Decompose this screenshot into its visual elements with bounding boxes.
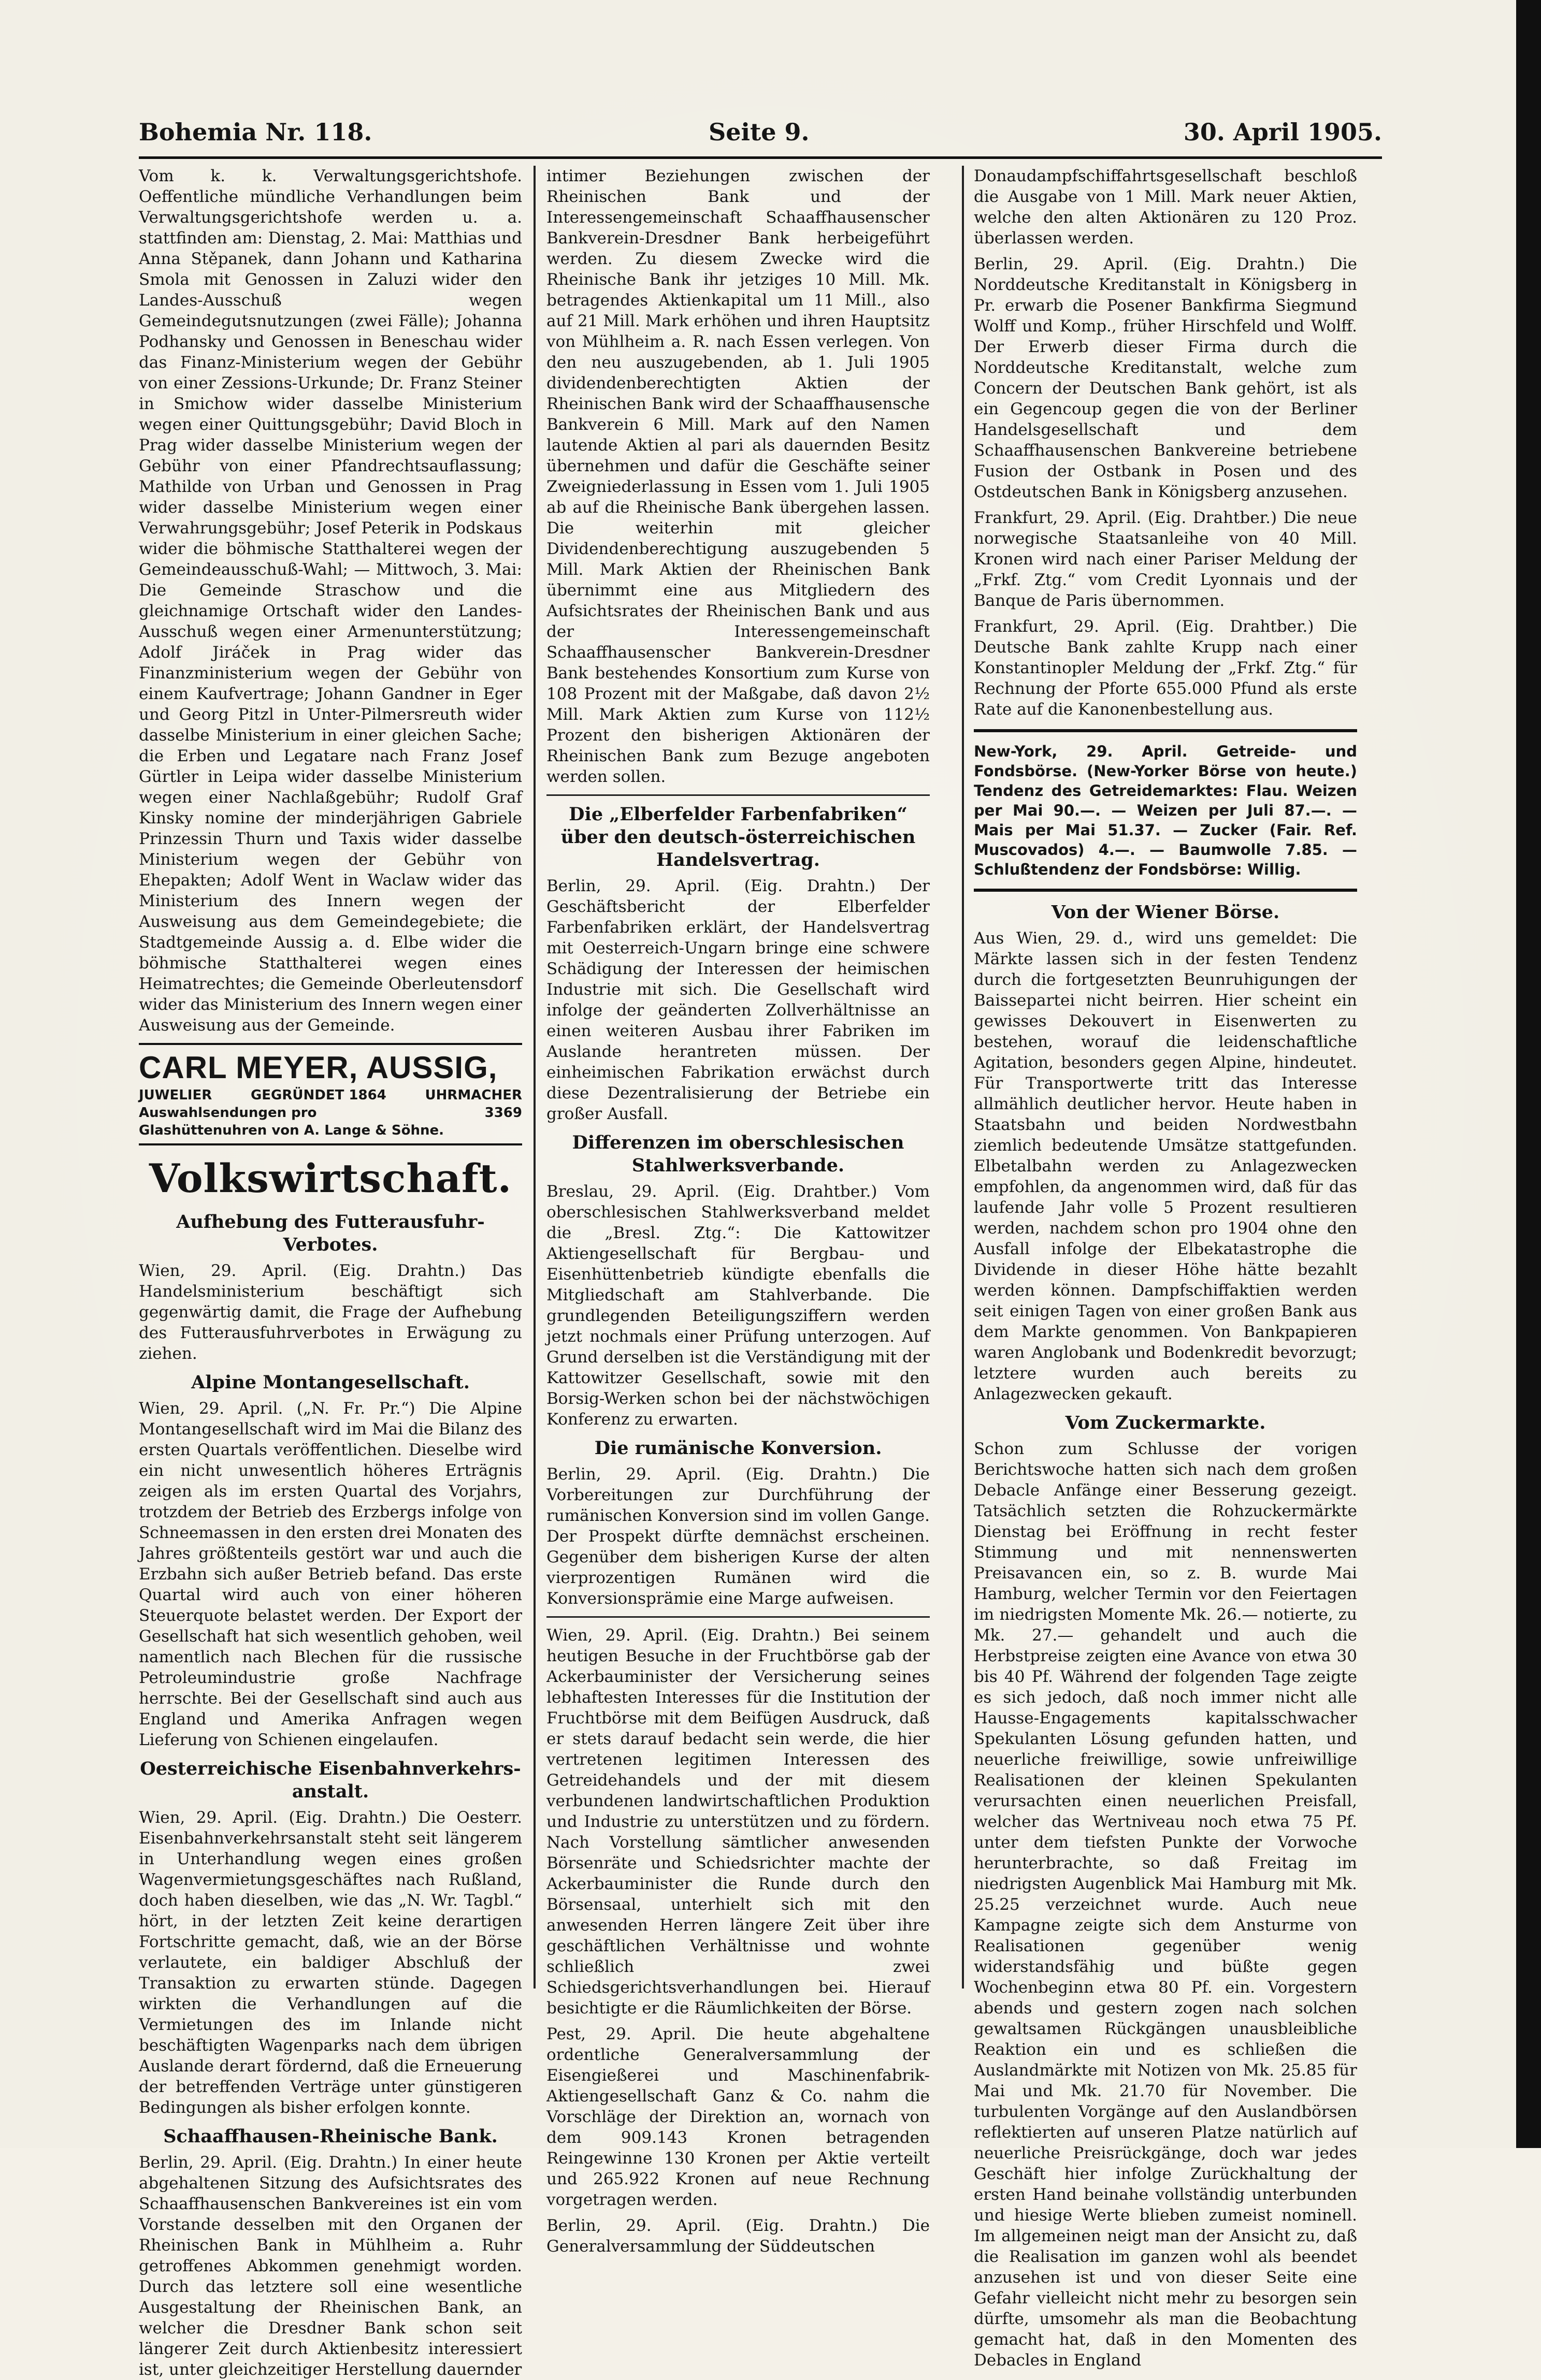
ad-founded: GEGRÜNDET 1864 <box>250 1087 386 1103</box>
divider <box>546 794 930 796</box>
article-schaaffhausen-cont: intimer Beziehungen zwischen der Rheinischen Bank und der Interessengemeinschaft Schaaffhausenscher Bankverein-Dresdner Bank herbeigeführt werden. Zu diesem Zwecke wird die Rheinische Bank ihr jetziges 10 Mill. Mk. betragendes Aktienkapital um 11 Mill., also auf 21 Mill. Mark erhöhen und ihren Hauptsitz von Mühlheim a. R. nach Essen verlegen. Von den neu auszugebenden, ab 1. Juli 1905 dividendenberechtigten Aktien der Rheinischen Bank wird der Schaaffhausensche Bankverein 6 Mill. Mark auf den Namen lautende Aktien al pari als dauernden Besitz übernehmen und dafür die Geschäfte seiner Zweigniederlassung in Essen vom 1. Juli 1905 ab auf die Rheinische Bank übergehen lassen. Die weiterhin mit gleicher Dividendenberechtigung auszugebenden 5 Mill. Mark Aktien der Rheinischen Bank übernimmt eine aus Mitgliedern des Aufsichtsrates der Rheinischen Bank und aus der Interessengemeinschaft Schaaffhausenscher Bankverein-Dresdner Bank bestehendes Konsortium zum Kurse von 108 Prozent mit der Maßgabe, daß davon 2½ Mill. Mark Aktien zum Kurse von 112½ Prozent den bisherigen Aktionären der Rheinischen Bank zum Bezuge angeboten werden sollen. <box>546 167 930 786</box>
article-alpine: Wien, 29. April. („N. Fr. Pr.“) Die Alpine Montangesellschaft wird im Mai die Bilanz des ersten Quartals veröffentlichen. Dieselbe wird ein nicht unwesentlich höheres Erträgnis zeigen als im ersten Quartal des Vorjahrs, trotzdem der Betrieb des Erzbergs infolge von Schneemassen in den ersten drei Monaten des Jahres größtenteils gestört war und auch die Erzbahn sich außer Betrieb befand. Das erste Quartal wird auch von einer höheren Steuerquote belastet werden. Der Export der Gesellschaft hat sich wesentlich gehoben, weil namentlich nach Blechen für die russische Petroleumindustrie große Nachfrage herrschte. Bei der Gesellschaft sind auch aus England und Amerika Anfragen wegen Lieferung von Schienen eingelaufen. <box>139 1399 522 1749</box>
article-newyork: New-York, 29. April. Getreide- und Fondsbörse. (New-Yorker Börse von heute.) Tendenz des Getreidemarktes: Flau. Weizen per Mai 90.—. — Weizen per Juli 87.—. — Mais per Mai 51.37. — Zucker (Fair. Ref. Muscovados) 4.—. — Baumwolle 7.85. — Schlußtendenz der Fondsbörse: Willig. <box>974 743 1357 878</box>
column-rule <box>962 166 964 1989</box>
page-header <box>139 118 1382 154</box>
carl-meyer-advertisement <box>139 1043 522 1145</box>
ad-company-name: CARL MEYER, AUSSIG, <box>139 1050 498 1085</box>
page-number: Seite 9. <box>709 118 810 146</box>
headline-rumaenisch: Die rumänische Konversion. <box>594 1438 882 1459</box>
issue-date: 30. April 1905. <box>1183 118 1382 146</box>
header-rule <box>139 156 1382 159</box>
article-fruchtboerse: Wien, 29. April. (Eig. Drahtn.) Bei seinem heutigen Besuche in der Fruchtbörse gab der Ackerbauminister der Versicherung seines lebhaftesten Interesses für die Institution der Fruchtbörse mit dem Beifügen Ausdruck, daß er stets darauf bedacht sein werde, die hier vertretenen legitimen Interessen des Getreidehandels und der mit diesem verbundenen landwirtschaftlichen Produktion und Industrie zu unterstützen und zu fördern. Nach Vorstellung sämtlicher anwesenden Börsenräte und Schiedsrichter machte der Ackerbauminister die Runde durch den Börsensaal, unterhielt sich mit den anwesenden Herren längere Zeit über ihre geschäftlichen Verhältnisse und wohnte schließlich zwei Schiedsgerichtsverhandlungen bei. Hierauf besichtigte er die Räumlichkeiten der Börse. <box>546 1626 930 2018</box>
section-title: Volkswirtschaft. <box>149 1155 512 1201</box>
column-rule <box>534 166 536 1989</box>
article-frankfurt-2: Frankfurt, 29. April. (Eig. Drahtber.) Die Deutsche Bank zahlte Krupp nach einer Konstantinopler Meldung der „Frkf. Ztg.“ für Rechnung der Pforte 655.000 Pfund als erste Rate auf die Kanonenbestellung aus. <box>974 617 1357 719</box>
divider <box>974 889 1357 892</box>
divider <box>974 729 1357 732</box>
ad-trade-right: UHRMACHER <box>425 1087 522 1103</box>
divider <box>546 1616 930 1618</box>
article-norddeutsche: Berlin, 29. April. (Eig. Drahtn.) Die Norddeutsche Kreditanstalt in Königsberg in Pr. erwarb die Posener Bankfirma Siegmund Wolff und Komp., früher Hirschfeld und Wolff. Der Erwerb dieser Firma durch die Norddeutsche Kreditanstalt, welche zum Concern der Deutschen Bank gehört, ist als ein Gegencoup gegen die von der Berliner Handelsgesellschaft und dem Schaaffhausenschen Bankvereine betriebene Fusion der Ostbank in Posen und des Ostdeutschen Bank in Königsberg anzusehen. <box>974 255 1357 501</box>
column-1 <box>139 166 522 2379</box>
headline-elberfeld: Die „Elberfelder Farbenfabriken“ über den deutsch-österreichischen Handelsvertrag. <box>560 804 916 870</box>
verwaltung-article: Vom k. k. Verwaltungsgerichtshofe. Oeffentliche mündliche Verhandlungen beim Verwaltungsgerichtshofe werden u. a. stattfinden am: Dienstag, 2. Mai: Matthias und Anna Stěpanek, dann Johann und Katharina Smola mit Genossen in Zaluzi wider den Landes-Ausschuß wegen Gemeindegutsnutzungen (zwei Fälle); Johanna Podhansky und Genossen in Beneschau wider das Finanz-Ministerium wegen der Gebühr von einer Zessions-Urkunde; Dr. Franz Steiner in Smichow wider dasselbe Ministerium wegen einer Quittungsgebühr; David Bloch in Prag wider dasselbe Ministerium wegen der Gebühr von einer Pfandrechtsauflassung; Mathilde von Urban und Genossen in Prag wider dasselbe Ministerium wegen einer Verwahrungsgebühr; Josef Peterik in Podskaus wider die böhmische Statthalterei wegen der Gemeindeausschuß-Wahl; — Mittwoch, 3. Mai: Die Gemeinde Straschow und die gleichnamige Ortschaft wider den Landes-Ausschuß wegen einer Armenunterstützung; Adolf Jiráček in Prag wider das Finanzministerium wegen der Gebühr von einem Kaufvertrage; Johann Gandner in Eger und Georg Pitzl in Unter-Pilmersreuth wider dasselbe Ministerium in einer gleichen Sache; die Erben und Legatare nach Franz Josef Gürtler in Leipa wider dasselbe Ministerium wegen einer Nachlaßgebühr; Rudolf Graf Kinsky nomine der minderjährigen Gabriele Prinzessin Thurn und Taxis wider dasselbe Ministerium wegen der Gebühr von Ehepakten; Adolf Went in Waclaw wider das Ministerium des Innern wegen der Ausweisung aus dem Gemeindegebiete; die Stadtgemeinde Aussig a. d. Elbe wider die böhmische Statthalterei wegen eines Heimatrechtes; die Gemeinde Oberleutensdorf wider das Ministerium des Innern wegen einer Ausweisung aus der Gemeinde. <box>139 167 522 1035</box>
headline-alpine: Alpine Montangesellschaft. <box>191 1372 470 1393</box>
ad-shipping-row <box>139 1104 522 1122</box>
column-2 <box>546 166 930 2256</box>
column-3 <box>974 166 1357 2370</box>
article-berlin-sueddeutsche: Berlin, 29. April. (Eig. Drahtn.) Die Generalversammlung der Süddeutschen <box>546 2216 930 2256</box>
article-donau: Donaudampfschiffahrtsgesellschaft beschloß die Ausgabe von 1 Mill. Mark neuer Aktien, welche den alten Aktionären zu 120 Proz. überlassen werden. <box>974 167 1357 248</box>
article-wiener-boerse: Aus Wien, 29. d., wird uns gemeldet: Die Märkte lassen sich in der festen Tendenz durch die fortgesetzten Beunruhigungen der Baissepartei nicht beirren. Hier scheint ein gewisses Dekouvert in Eisenwerten zu bestehen, worauf die leidenschaftliche Agitation, besonders gegen Alpine, hindeutet. Für Transportwerte tritt das Interesse allmählich deutlicher hervor. Heute haben in Staatsbahn und beiden Nordwestbahn ziemlich bedeutende Umsätze stattgefunden. Elbetalbahn werden zu Anlagezwecken empfohlen, da angenommen wird, daß für das laufende Jahr volle 5 Prozent resultieren werden, nachdem schon pro 1904 ohne den Ausfall infolge der Elbekatastrophe die Dividende in dieser Höhe hätte bezahlt werden können. Dampfschiffaktien werden seit einigen Tagen von einer großen Bank aus dem Markte genommen. Von Bankpapieren waren Anglobank und Bodenkredit bevorzugt; letztere wurden auch bereits zu Anlagezwecken gekauft. <box>974 929 1357 1403</box>
headline-eisenbahn: Oesterreichische Eisenbahnverkehrs-anstalt. <box>140 1758 521 1802</box>
article-elberfeld: Berlin, 29. April. (Eig. Drahtn.) Der Geschäftsbericht der Elberfelder Farbenfabriken erklärt, der Handelsvertrag mit Oesterreich-Ungarn bringe eine schwere Schädigung der Interessen der heimischen Industrie mit sich. Die Gesellschaft wird infolge der geänderten Zollverhältnisse an einen weiteren Ausbau ihrer Fabriken im Auslande herantreten müssen. Der einheimischen Fabrikation erwächst durch diese Dezentralisierung der Betriebe ein großer Ausfall. <box>546 877 930 1123</box>
article-zuckermarkt: Schon zum Schlusse der vorigen Berichtswoche hatten sich nach dem großen Debacle Anfänge einer Besserung gezeigt. Tatsächlich setzten die Rohzuckermärkte Dienstag bei Eröffnung in recht fester Stimmung und mit nennenswerten Preisavancen ein, so z. B. wurde Mai Hamburg, welcher Termin vor den Feiertagen im niedrigsten Momente Mk. 26.— notierte, zu Mk. 27.— gehandelt und auch die Herbstpreise zeigten eine Avance von etwa 30 bis 40 Pf. Während der folgenden Tage zeigte es sich jedoch, daß noch immer nicht alle Hausse-Engagements kapitalsschwacher Spekulanten Lösung gefunden hatten, und neuerliche freiwillige, sowie unfreiwillige Realisationen der kleinen Spekulanten verursachten einen neuerlichen Preisfall, welcher das Wertniveau noch etwa 75 Pf. unter dem tiefsten Punkte der Vorwoche herunterbrachte, so daß Freitag im niedrigsten Augenblick Mai Hamburg mit Mk. 25.25 verzeichnet wurde. Auch neue Kampagne zeigte sich dem Ansturme von Realisationen gegenüber wenig widerstandsfähig und büßte gegen Wochenbeginn etwa 80 Pf. ein. Vorgestern abends und gestern zogen nach solchen gewaltsamen Rückgängen unausbleibliche Reaktion ein und es schließen die Auslandmärkte mit Notizen von Mk. 25.85 für Mai und Mk. 21.70 für November. Die turbulenten Vorgänge auf den Auslandbörsen reflektierten auf unseren Platze natürlich auf neuerliche Preisrückgänge, doch war jedes Geschäft hier infolge Zurückhaltung der ersten Hand beinahe vollständig unterbunden und hiesige Werte blieben zumeist nominell. Im allgemeinen neigt man der Ansicht zu, daß die Realisation im ganzen wohl als beendet anzusehen ist und von dieser Seite eine Gefahr vielleicht nicht mehr zu besorgen sein dürfte, umsomehr als man die Beobachtung gemacht hat, daß in den Momenten des Debacles in England <box>974 1440 1357 2370</box>
headline-zuckermarkt: Vom Zuckermarkte. <box>1065 1412 1266 1433</box>
issue-number: Bohemia Nr. 118. <box>139 118 372 146</box>
article-futter: Wien, 29. April. (Eig. Drahtn.) Das Handelsministerium beschäftigt sich gegenwärtig damit, die Frage der Aufhebung des Futterausfuhrverbotes in Erwägung zu ziehen. <box>139 1261 522 1363</box>
article-eisenbahn: Wien, 29. April. (Eig. Drahtn.) Die Oesterr. Eisenbahnverkehrsanstalt steht seit längerem in Unterhandlung wegen eines großen Wagenvermietungsgeschäftes nach Rußland, doch haben dieselben, wie das „N. Wr. Tagbl.“ hört, in der letzten Zeit keine derartigen Fortschritte gemacht, daß, wie an der Börse verlautete, ein baldiger Abschluß der Transaktion zu erwarten stünde. Dagegen wirkten die Verhandlungen auf die Vermietungen des im Inlande nicht beschäftigten Wagenparks nach dem übrigen Auslande derart fördernd, daß die Erneuerung der betreffenden Verträge unter günstigeren Bedingungen als bisher erfolgen konnte. <box>139 1808 522 2117</box>
article-pest: Pest, 29. April. Die heute abgehaltene ordentliche Generalversammlung der Eisengießerei und Maschinenfabrik-Aktiengesellschaft Ganz & Co. nahm die Vorschläge der Direktion an, wornach von dem 909.143 Kronen betragenden Reingewinne 130 Kronen per Aktie verteilt und 265.922 Kronen auf neue Rechnung vorgetragen werden. <box>546 2025 930 2209</box>
headline-futter: Aufhebung des Futterausfuhr-Verbotes. <box>176 1211 485 1255</box>
article-schaaffhausen: Berlin, 29. April. (Eig. Drahtn.) In einer heute abgehaltenen Sitzung des Aufsichtsrates des Schaaffhausenschen Bankvereines ist ein vom Vorstande desselben mit den Organen der Rheinischen Bank in Mühlheim a. Ruhr getroffenes Abkommen genehmigt worden. Durch das letztere soll eine wesentliche Ausgestaltung der Rheinischen Bank, an welcher die Dresdner Bank schon seit längerer Zeit durch Aktienbesitz interessiert ist, unter gleichzeitiger Herstellung dauernder <box>139 2153 522 2379</box>
ad-trade-left: JUWELIER <box>139 1087 212 1103</box>
article-frankfurt-1: Frankfurt, 29. April. (Eig. Drahtber.) Die neue norwegische Staatsanleihe von 40 Mill. Kronen wird nach einer Pariser Meldung der „Frkf. Ztg.“ vom Credit Lyonnais und der Banque de Paris übernommen. <box>974 509 1357 610</box>
headline-schaaffhausen: Schaaffhausen-Rheinische Bank. <box>163 2126 498 2147</box>
article-differenzen: Breslau, 29. April. (Eig. Drahtber.) Vom oberschlesischen Stahlwerksverband meldet die „Bresl. Ztg.“: Die Kattowitzer Aktiengesellschaft für Bergbau- und Eisenhüttenbetrieb kündigte ebenfalls die Mitgliedschaft am Stahlverbande. Die grundlegenden Beteiligungsziffern werden jetzt nochmals einer Prüfung unterzogen. Auf Grund derselben ist die Verständigung mit der Kattowitzer Gesellschaft, sowie mit den Borsig-Werken schon bei der nächstwöchigen Konferenz zu erwarten. <box>546 1182 930 1429</box>
headline-wiener-boerse: Von der Wiener Börse. <box>1051 902 1280 923</box>
headline-differenzen: Differenzen im oberschlesischen Stahlwerksverbande. <box>572 1132 904 1176</box>
ad-trades-row <box>139 1086 522 1104</box>
ad-shipping-text: Auswahlsendungen pro <box>139 1105 317 1121</box>
article-rumaenisch: Berlin, 29. April. (Eig. Drahtn.) Die Vorbereitungen zur Durchführung der rumänischen Konversion sind im vollen Gange. Der Prospekt dürfte demnächst erscheinen. Gegenüber dem bisherigen Kurse der alten vierprozentigen Rumänen wird die Konversionsprämie eine Marge aufweisen. <box>546 1465 930 1608</box>
ad-watches-line: Glashüttenuhren von A. Lange & Söhne. <box>139 1123 444 1138</box>
scan-border <box>1516 0 1541 2148</box>
ad-code: 3369 <box>484 1105 522 1121</box>
